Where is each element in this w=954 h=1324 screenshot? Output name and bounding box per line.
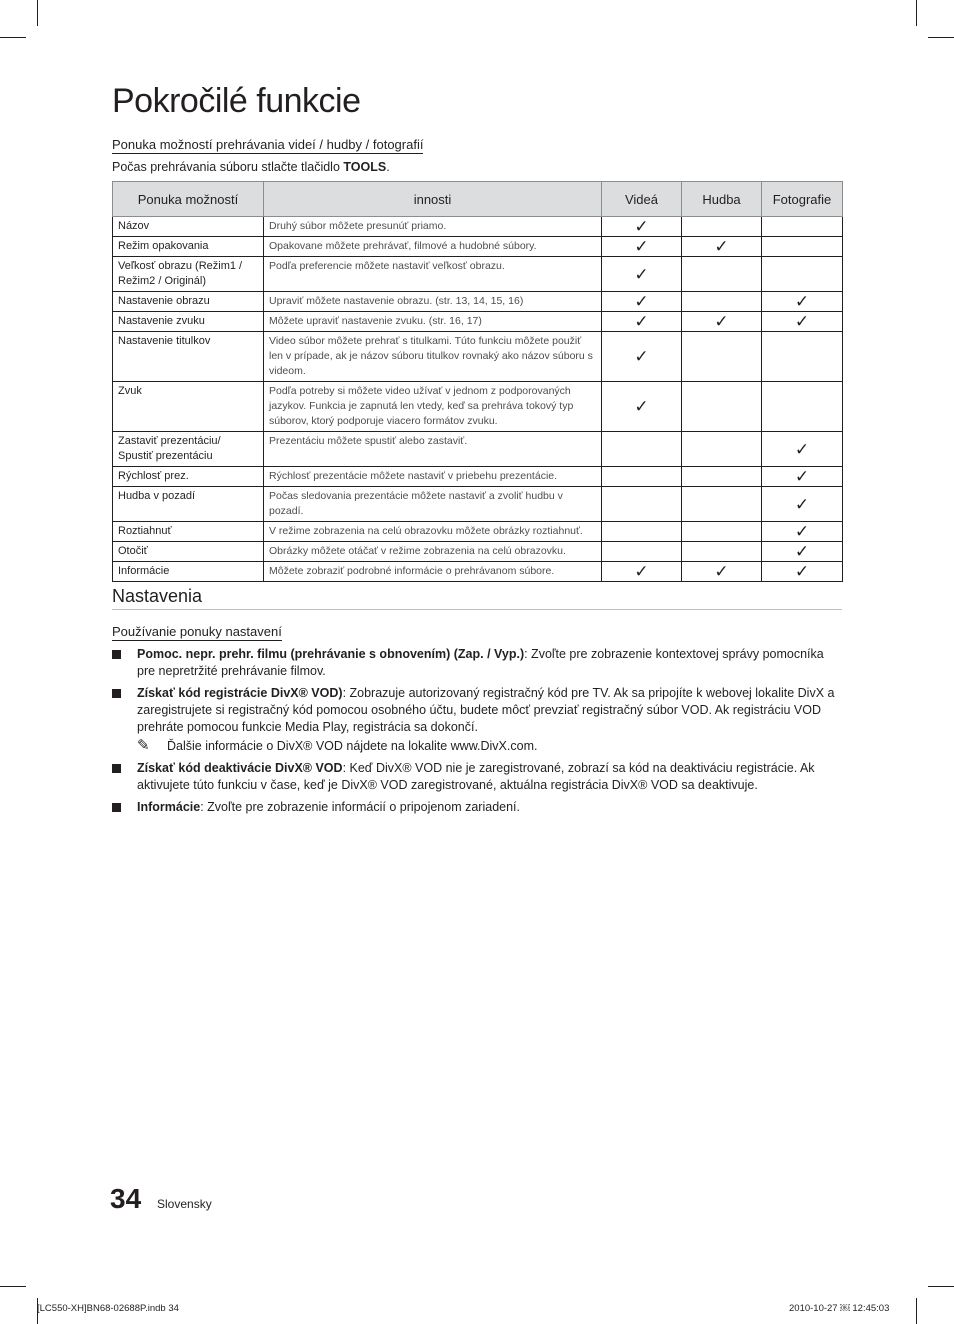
crop-mark (928, 1286, 954, 1287)
option-description: Obrázky môžete otáčať v režime zobrazenia na celú obrazovku. (264, 542, 602, 562)
page-number: 34 (110, 1183, 142, 1214)
table-row (113, 487, 843, 522)
page-title: Pokročilé funkcie (112, 82, 361, 120)
video-support-mark (602, 522, 682, 542)
intro-text (112, 160, 390, 174)
column-header: Ponuka možností (113, 182, 264, 217)
photo-support-mark: ✓ (762, 467, 843, 487)
photo-support-mark (762, 237, 843, 257)
settings-item-term: Získať kód registrácie DivX® VOD) (137, 686, 343, 700)
video-support-mark: ✓ (602, 292, 682, 312)
settings-item (112, 799, 844, 816)
photo-support-mark: ✓ (762, 562, 843, 582)
crop-mark (916, 1298, 917, 1324)
crop-mark (0, 37, 26, 38)
option-name: Zvuk (113, 382, 264, 432)
option-description: Podľa preferencie môžete nastaviť veľkosť obrazu. (264, 257, 602, 292)
bullet-square-icon (112, 764, 121, 773)
video-support-mark: ✓ (602, 332, 682, 382)
crop-mark (916, 0, 917, 26)
option-description: Druhý súbor môžete presunúť priamo. (264, 217, 602, 237)
option-name: Veľkosť obrazu (Režim1 / Režim2 / Originál) (113, 257, 264, 292)
crop-mark (0, 1286, 26, 1287)
settings-list (112, 646, 844, 821)
option-description: Video súbor môžete prehrať s titulkami. Túto funkciu môžete použiť len v prípade, ak je názov súboru titulkov rovnaký ako názov súboru s videom. (264, 332, 602, 382)
photo-support-mark: ✓ (762, 522, 843, 542)
bullet-square-icon (112, 650, 121, 659)
table-subheading: Ponuka možností prehrávania videí / hudby / fotografií (112, 137, 424, 152)
settings-item (112, 646, 844, 680)
video-support-mark (602, 432, 682, 467)
column-header: Fotografie (762, 182, 843, 217)
settings-item-text: : Zvoľte pre zobrazenie informácií o pripojenom zariadení. (200, 800, 520, 814)
language-label: Slovensky (157, 1197, 212, 1211)
video-support-mark: ✓ (602, 237, 682, 257)
music-support-mark (682, 542, 762, 562)
table-row (113, 257, 843, 292)
music-support-mark: ✓ (682, 237, 762, 257)
crop-mark (928, 37, 954, 38)
option-name: Zastaviť prezentáciu/ Spustiť prezentáciu (113, 432, 264, 467)
table-row (113, 382, 843, 432)
settings-item-term: Pomoc. nepr. prehr. filmu (prehrávanie s obnovením) (Zap. / Vyp.) (137, 647, 525, 661)
table-row (113, 562, 843, 582)
option-description: Podľa potreby si môžete video užívať v jednom z podporovaných jazykov. Funkcia je zapnutá len vtedy, keď sa prehráva tokový typ súborov, ktorý podporuje viacero formátov zvuku. (264, 382, 602, 432)
table-row (113, 332, 843, 382)
option-description: Počas sledovania prezentácie môžete nastaviť a zvoliť hudbu v pozadí. (264, 487, 602, 522)
option-name: Nastavenie titulkov (113, 332, 264, 382)
table-row (113, 432, 843, 467)
bullet-square-icon (112, 689, 121, 698)
photo-support-mark: ✓ (762, 312, 843, 332)
option-description: Rýchlosť prezentácie môžete nastaviť v priebehu prezentácie. (264, 467, 602, 487)
option-name: Roztiahnuť (113, 522, 264, 542)
option-name: Názov (113, 217, 264, 237)
option-description: Upraviť môžete nastavenie obrazu. (str. 13, 14, 15, 16) (264, 292, 602, 312)
note-pencil-icon: ✎ (137, 737, 150, 754)
photo-support-mark: ✓ (762, 542, 843, 562)
video-support-mark: ✓ (602, 562, 682, 582)
options-table (112, 181, 843, 582)
settings-item-term: Informácie (137, 800, 201, 814)
option-name: Rýchlosť prez. (113, 467, 264, 487)
table-row (113, 467, 843, 487)
print-timestamp: 2010-10-27 ￼ 12:45:03 (789, 1303, 890, 1314)
music-support-mark (682, 217, 762, 237)
video-support-mark: ✓ (602, 217, 682, 237)
intro-text-body: Počas prehrávania súboru stlačte tlačidlo (112, 160, 344, 174)
table-body (113, 217, 843, 582)
settings-item (112, 760, 844, 794)
settings-item-term: Získať kód deaktivácie DivX® VOD (137, 761, 343, 775)
video-support-mark: ✓ (602, 312, 682, 332)
music-support-mark (682, 467, 762, 487)
option-name: Nastavenie obrazu (113, 292, 264, 312)
option-description: V režime zobrazenia na celú obrazovku môžete obrázky roztiahnuť. (264, 522, 602, 542)
bullet-square-icon (112, 803, 121, 812)
photo-support-mark: ✓ (762, 487, 843, 522)
photo-support-mark (762, 217, 843, 237)
settings-item (112, 685, 844, 755)
photo-support-mark: ✓ (762, 432, 843, 467)
table-row (113, 542, 843, 562)
table-row (113, 522, 843, 542)
option-description: Môžete zobraziť podrobné informácie o prehrávanom súbore. (264, 562, 602, 582)
table-header-row (113, 182, 843, 217)
settings-heading: Nastavenia (112, 586, 842, 610)
intro-text-end: . (386, 160, 390, 174)
music-support-mark (682, 257, 762, 292)
table-row (113, 237, 843, 257)
music-support-mark (682, 382, 762, 432)
settings-note-text: Ďalšie informácie o DivX® VOD nájdete na lokalite www.DivX.com. (167, 739, 538, 753)
option-description: Opakovane môžete prehrávať, filmové a hudobné súbory. (264, 237, 602, 257)
video-support-mark: ✓ (602, 257, 682, 292)
option-description: Môžete upraviť nastavenie zvuku. (str. 16, 17) (264, 312, 602, 332)
photo-support-mark (762, 257, 843, 292)
column-header: Videá (602, 182, 682, 217)
video-support-mark (602, 467, 682, 487)
table-row (113, 312, 843, 332)
video-support-mark (602, 542, 682, 562)
column-header: innosti (264, 182, 602, 217)
table-row (113, 292, 843, 312)
option-description: Prezentáciu môžete spustiť alebo zastaviť. (264, 432, 602, 467)
settings-item-text: : Zvoľte pre zobrazenie kontextovej správy pomocníka pre nepretržité prehrávanie filmov. (137, 647, 824, 678)
music-support-mark (682, 332, 762, 382)
file-info: [LC550-XH]BN68-02688P.indb 34 (37, 1303, 179, 1314)
settings-note (137, 738, 844, 755)
option-name: Nastavenie zvuku (113, 312, 264, 332)
video-support-mark: ✓ (602, 382, 682, 432)
option-name: Hudba v pozadí (113, 487, 264, 522)
column-header: Hudba (682, 182, 762, 217)
settings-item-text: : Keď DivX® VOD nie je zaregistrované, zobrazí sa kód na deaktiváciu registrácie. Ak aktivujete túto funkciu v čase, keď je DivX® VOD zaregistrované, aktuálna registrácia DivX® VOD sa deaktivuje. (137, 761, 815, 792)
crop-mark (37, 0, 38, 26)
settings-subheading: Používanie ponuky nastavení (112, 624, 282, 639)
music-support-mark: ✓ (682, 562, 762, 582)
tools-key: TOOLS (343, 160, 387, 174)
option-name: Informácie (113, 562, 264, 582)
music-support-mark: ✓ (682, 312, 762, 332)
photo-support-mark: ✓ (762, 292, 843, 312)
music-support-mark (682, 432, 762, 467)
video-support-mark (602, 487, 682, 522)
table-row (113, 217, 843, 237)
music-support-mark (682, 487, 762, 522)
option-name: Režim opakovania (113, 237, 264, 257)
music-support-mark (682, 292, 762, 312)
music-support-mark (682, 522, 762, 542)
settings-item-text: : Zobrazuje autorizovaný registračný kód pre TV. Ak sa pripojíte k webovej lokalite DivX a zaregistrujete si registračný kód pomocou osobného účtu, budete môcť prevziať registračný súbor VOD. Ak registráciu VOD prehráte pomocou funkcie Media Play, registrácia sa dokončí. (137, 686, 835, 734)
photo-support-mark (762, 382, 843, 432)
photo-support-mark (762, 332, 843, 382)
option-name: Otočiť (113, 542, 264, 562)
